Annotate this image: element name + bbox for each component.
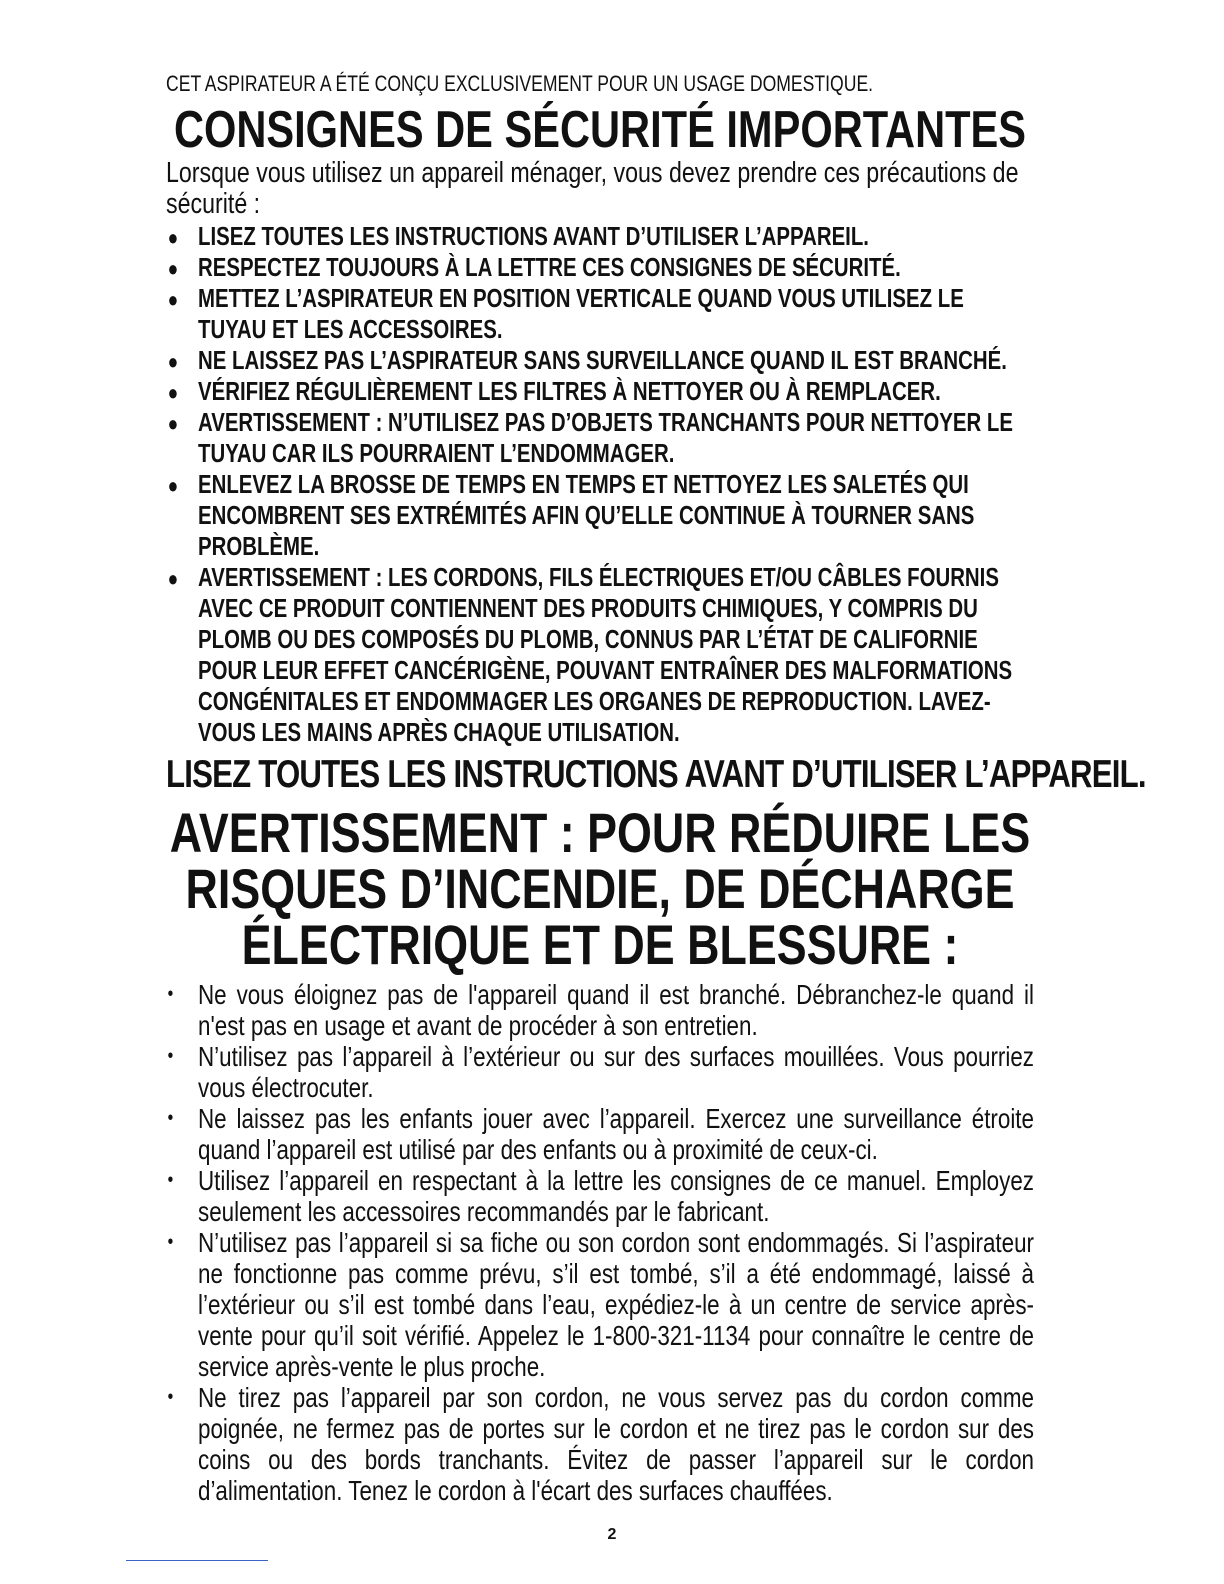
safety-item [166,377,1034,408]
safety-item-text: METTEZ L’ASPIRATEUR EN POSITION VERTICALE QUAND VOUS UTILISEZ LE TUYAU ET LES ACCESSOIRES. [198,285,964,344]
bullet-icon: ● [167,287,179,312]
bullet-icon: ● [167,411,179,436]
intro-text: Lorsque vous utilisez un appareil ménager, vous devez prendre ces précautions de sécurité : [166,157,1019,220]
page-number: 2 [607,1526,617,1543]
text-column [166,70,1146,1506]
warning-item [166,1382,1034,1506]
safety-item-text: RESPECTEZ TOUJOURS À LA LETTRE CES CONSIGNES DE SÉCURITÉ. [198,254,901,282]
warning-item-text: N’utilisez pas l’appareil à l’extérieur ou sur des surfaces mouillées. Vous pourriez vous électrocuter. [198,1041,1034,1103]
safety-item-text: LISEZ TOUTES LES INSTRUCTIONS AVANT D’UTILISER L’APPAREIL. [198,223,869,251]
bullet-icon: • [167,1386,174,1408]
bullet-icon: ● [167,225,179,250]
footnote-divider [126,1560,268,1561]
warning-title: AVERTISSEMENT : POUR RÉDUIRE LES RISQUES D’INCENDIE, DE DÉCHARGE ÉLECTRIQUE ET DE BLESSURE : [169,801,1031,976]
warning-item-text: Utilisez l’appareil en respectant à la lettre les consignes de ce manuel. Employez seulement les accessoires recommandés par le fabricant. [198,1165,1034,1227]
safety-item [166,408,1034,470]
safety-title: CONSIGNES DE SÉCURITÉ IMPORTANTES [173,101,1027,159]
safety-list [166,222,1034,749]
bullet-icon: • [167,1107,174,1129]
warning-item [166,979,1034,1041]
safety-item [166,563,1034,749]
warning-item-text: Ne vous éloignez pas de l'appareil quand il est branché. Débranchez-le quand il n'est pas en usage et avant de procéder à son entretien. [198,979,1034,1041]
bullet-icon: • [167,1169,174,1191]
bullet-icon: ● [167,380,179,405]
warning-item-text: N’utilisez pas l’appareil si sa fiche ou son cordon sont endommagés. Si l’aspirateur ne fonctionne pas comme prévu, s’il est tombé, s’il a été endommagé, laissé à l’extérieur ou s’il est tombé dans l’eau, expédiez-le à un centre de service après-vente pour qu’il soit vérifié. Appelez le 1-800-321-1134 pour connaître le centre de service après-vente le plus proche. [198,1227,1034,1382]
safety-item [166,253,1034,284]
safety-item [166,222,1034,253]
safety-item-text: NE LAISSEZ PAS L’ASPIRATEUR SANS SURVEILLANCE QUAND IL EST BRANCHÉ. [198,347,1007,375]
page-content [166,70,1146,1506]
bullet-icon: ● [167,566,179,591]
bullet-icon: • [167,1045,174,1067]
bullet-icon: • [167,1231,174,1253]
warning-item [166,1103,1034,1165]
warning-item [166,1041,1034,1103]
bullet-icon: ● [167,256,179,281]
safety-item [166,470,1034,563]
warning-item-text: Ne tirez pas l’appareil par son cordon, ne vous servez pas du cordon comme poignée, ne fermez pas de portes sur le cordon et ne tirez pas le cordon sur des coins ou des bords tranchants. Évitez de passer l’appareil sur le cordon d’alimentation. Tenez le cordon à l'écart des surfaces chauffées. [198,1382,1034,1506]
warning-item [166,1165,1034,1227]
safety-item [166,284,1034,346]
warning-list [166,979,1034,1506]
bullet-icon: • [167,983,174,1005]
safety-item [166,346,1034,377]
household-use-notice: CET ASPIRATEUR A ÉTÉ CONÇU EXCLUSIVEMENT POUR UN USAGE DOMESTIQUE. [166,71,874,96]
warning-item-text: Ne laissez pas les enfants jouer avec l’appareil. Exercez une surveillance étroite quand l’appareil est utilisé par des enfants ou à proximité de ceux-ci. [198,1103,1034,1165]
safety-item-text: VÉRIFIEZ RÉGULIÈREMENT LES FILTRES À NETTOYER OU À REMPLACER. [198,378,941,406]
bullet-icon: ● [167,473,179,498]
safety-item-text: AVERTISSEMENT : N’UTILISEZ PAS D’OBJETS TRANCHANTS POUR NETTOYER LE TUYAU CAR ILS POURRAIENT L’ENDOMMAGER. [198,409,1013,468]
bullet-icon: ● [167,349,179,374]
read-instructions-banner: LISEZ TOUTES LES INSTRUCTIONS AVANT D’UTILISER L’APPAREIL. [166,753,1146,796]
safety-item-text: ENLEVEZ LA BROSSE DE TEMPS EN TEMPS ET NETTOYEZ LES SALETÉS QUI ENCOMBRENT SES EXTRÉMITÉS AFIN QU’ELLE CONTINUE À TOURNER SANS PROBLÈME. [198,471,975,561]
warning-item [166,1227,1034,1382]
safety-item-text: AVERTISSEMENT : LES CORDONS, FILS ÉLECTRIQUES ET/OU CÂBLES FOURNIS AVEC CE PRODUIT CONTIENNENT DES PRODUITS CHIMIQUES, Y COMPRIS DU PLOMB OU DES COMPOSÉS DU PLOMB, CONNUS PAR L’ÉTAT DE CALIFORNIE POUR LEUR EFFET CANCÉRIGÈNE, POUVANT ENTRAÎNER DES MALFORMATIONS CONGÉNITALES ET ENDOMMAGER LES ORGANES DE REPRODUCTION. LAVEZ-VOUS LES MAINS APRÈS CHAQUE UTILISATION. [198,564,1013,747]
